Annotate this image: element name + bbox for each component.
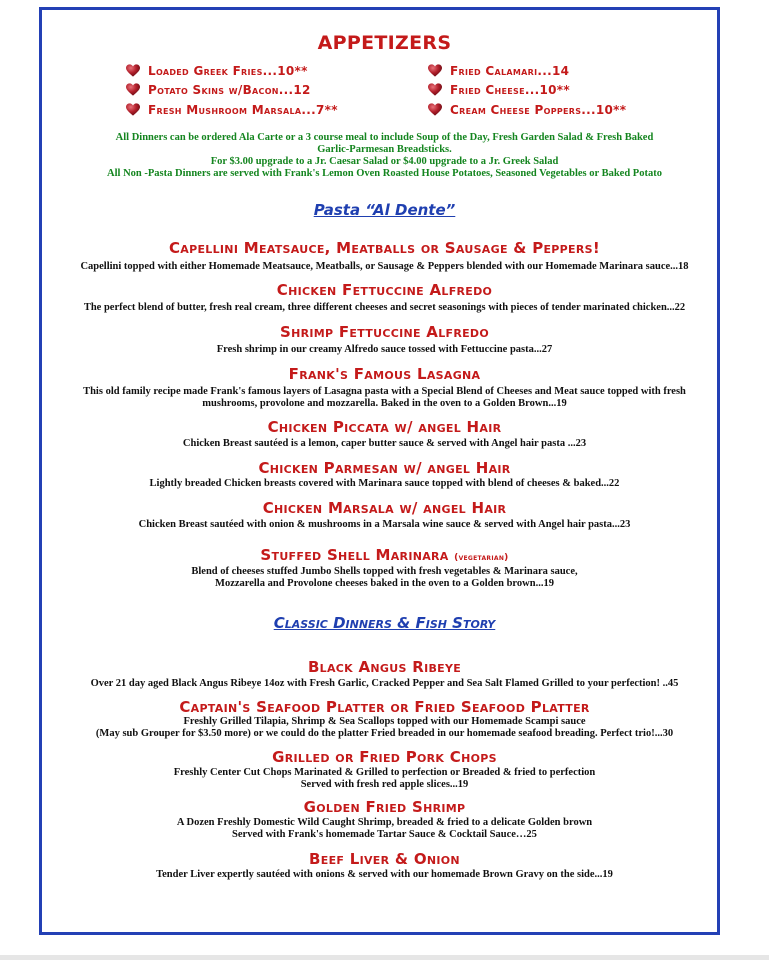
appetizer-item (428, 64, 569, 78)
menu-item-desc: Fresh shrimp in our creamy Alfredo sauce tossed with Fettuccine pasta...27 (216, 344, 553, 355)
menu-item-name (0, 546, 769, 564)
menu-item-desc: This old family recipe made Frank's famous layers of Lasagna pasta with a Special Blend of Cheeses and Meat sauce topped with fresh (83, 386, 686, 397)
menu-item-name: Chicken Fettuccine Alfredo (276, 281, 493, 299)
page-edge (0, 955, 769, 960)
menu-item-name: Chicken Piccata w/ angel Hair (267, 418, 502, 436)
menu-item-desc: mushrooms, provolone and mozzarella. Baked in the oven to a Golden Brown...19 (202, 398, 567, 409)
appetizer-label: Loaded Greek Fries...10** (148, 64, 308, 78)
appetizer-label: Potato Skins w/Bacon...12 (148, 83, 311, 97)
menu-item-desc: The perfect blend of butter, fresh real cream, three different cheeses and secret seasonings with pieces of tender marinated chicken...22 (83, 302, 686, 313)
appetizer-item (126, 83, 311, 97)
menu-item-name-text: Stuffed Shell Marinara (260, 546, 449, 564)
menu-item-desc: Tender Liver expertly sautéed with onions & served with our homemade Brown Gravy on the side...19 (156, 869, 613, 880)
menu-item-name: Frank's Famous Lasagna (288, 365, 481, 383)
pasta-section-title: Pasta “Al Dente” (313, 201, 456, 219)
heart-icon (428, 103, 442, 117)
menu-item-desc: Served with Frank's homemade Tartar Sauce & Cocktail Sauce…25 (232, 829, 537, 840)
appetizer-item (126, 64, 308, 78)
menu-item-name: Grilled or Fried Pork Chops (272, 748, 497, 766)
menu-item-desc: Mozzarella and Provolone cheeses baked in the oven to a Golden brown...19 (215, 578, 554, 589)
menu-item-name: Beef Liver & Onion (309, 850, 460, 868)
menu-item-name: Golden Fried Shrimp (303, 798, 466, 816)
menu-item-name: Chicken Parmesan w/ angel Hair (258, 459, 511, 477)
appetizer-label: Fried Calamari...14 (450, 64, 570, 78)
menu-item-desc: Freshly Grilled Tilapia, Shrimp & Sea Scallops topped with our Homemade Scampi sauce (183, 716, 586, 727)
appetizer-item (428, 83, 570, 97)
appetizer-label: Fresh Mushroom Marsala...7** (148, 103, 338, 117)
heart-icon (428, 64, 442, 78)
menu-item-name: Capellini Meatsauce, Meatballs or Sausage & Peppers! (169, 239, 600, 257)
menu-item-desc: Lightly breaded Chicken breasts covered with Marinara sauce topped with blend of cheeses & baked...22 (149, 478, 620, 489)
upgrade-note: For $3.00 upgrade to a Jr. Caesar Salad or $4.00 upgrade to a Jr. Greek Salad (210, 156, 559, 167)
menu-item-desc: Over 21 day aged Black Angus Ribeye 14oz with Fresh Garlic, Cracked Pepper and Sea Salt Flamed Grilled to your perfection! ..45 (90, 678, 679, 689)
appetizer-label: Cream Cheese Poppers...10** (450, 103, 627, 117)
menu-item-desc: Chicken Breast sautéed with onion & mushrooms in a Marsala wine sauce & served with Angel hair pasta...23 (138, 519, 631, 530)
heart-icon (126, 103, 140, 117)
menu-item-desc: Served with fresh red apple slices...19 (300, 779, 469, 790)
menu-item-desc: (May sub Grouper for $3.50 more) or we could do the platter Fried breaded in our homemade seafood breading. Perfect trio!...30 (95, 728, 674, 739)
menu-item-desc: Freshly Center Cut Chops Marinated & Grilled to perfection or Breaded & fried to perfection (173, 767, 596, 778)
heart-icon (126, 83, 140, 97)
vegetarian-tag: (vegetarian) (454, 553, 509, 563)
appetizers-title: APPETIZERS (317, 32, 452, 54)
menu-item-name: Shrimp Fettuccine Alfredo (279, 323, 490, 341)
heart-icon (428, 83, 442, 97)
dinner-note: All Dinners can be ordered Ala Carte or a 3 course meal to include Soup of the Day, Fresh Garden Salad & Fresh Baked (115, 132, 654, 143)
dinner-note: Garlic-Parmesan Breadsticks. (317, 144, 452, 155)
classic-section-title: Classic Dinners & Fish Story (273, 614, 496, 632)
heart-icon (126, 64, 140, 78)
menu-item-desc: A Dozen Freshly Domestic Wild Caught Shrimp, breaded & fried to a delicate Golden brown (176, 817, 593, 828)
menu-item-name: Black Angus Ribeye (307, 658, 462, 676)
menu-item-name: Captain's Seafood Platter or Fried Seafood Platter (179, 698, 590, 716)
menu-item-name: Chicken Marsala w/ angel Hair (262, 499, 507, 517)
appetizer-label: Fried Cheese...10** (450, 83, 570, 97)
sides-note: All Non -Pasta Dinners are served with Frank's Lemon Oven Roasted House Potatoes, Seasoned Vegetables or Baked Potato (107, 168, 662, 179)
appetizer-item (126, 103, 338, 117)
menu-item-desc: Blend of cheeses stuffed Jumbo Shells topped with fresh vegetables & Marinara sauce, (191, 566, 578, 577)
appetizer-item (428, 103, 626, 117)
menu-item-desc: Chicken Breast sautéed is a lemon, caper butter sauce & served with Angel hair pasta ...23 (182, 438, 587, 449)
menu-item-desc: Capellini topped with either Homemade Meatsauce, Meatballs, or Sausage & Peppers blended with our Homemade Marinara sauce...18 (80, 261, 689, 272)
